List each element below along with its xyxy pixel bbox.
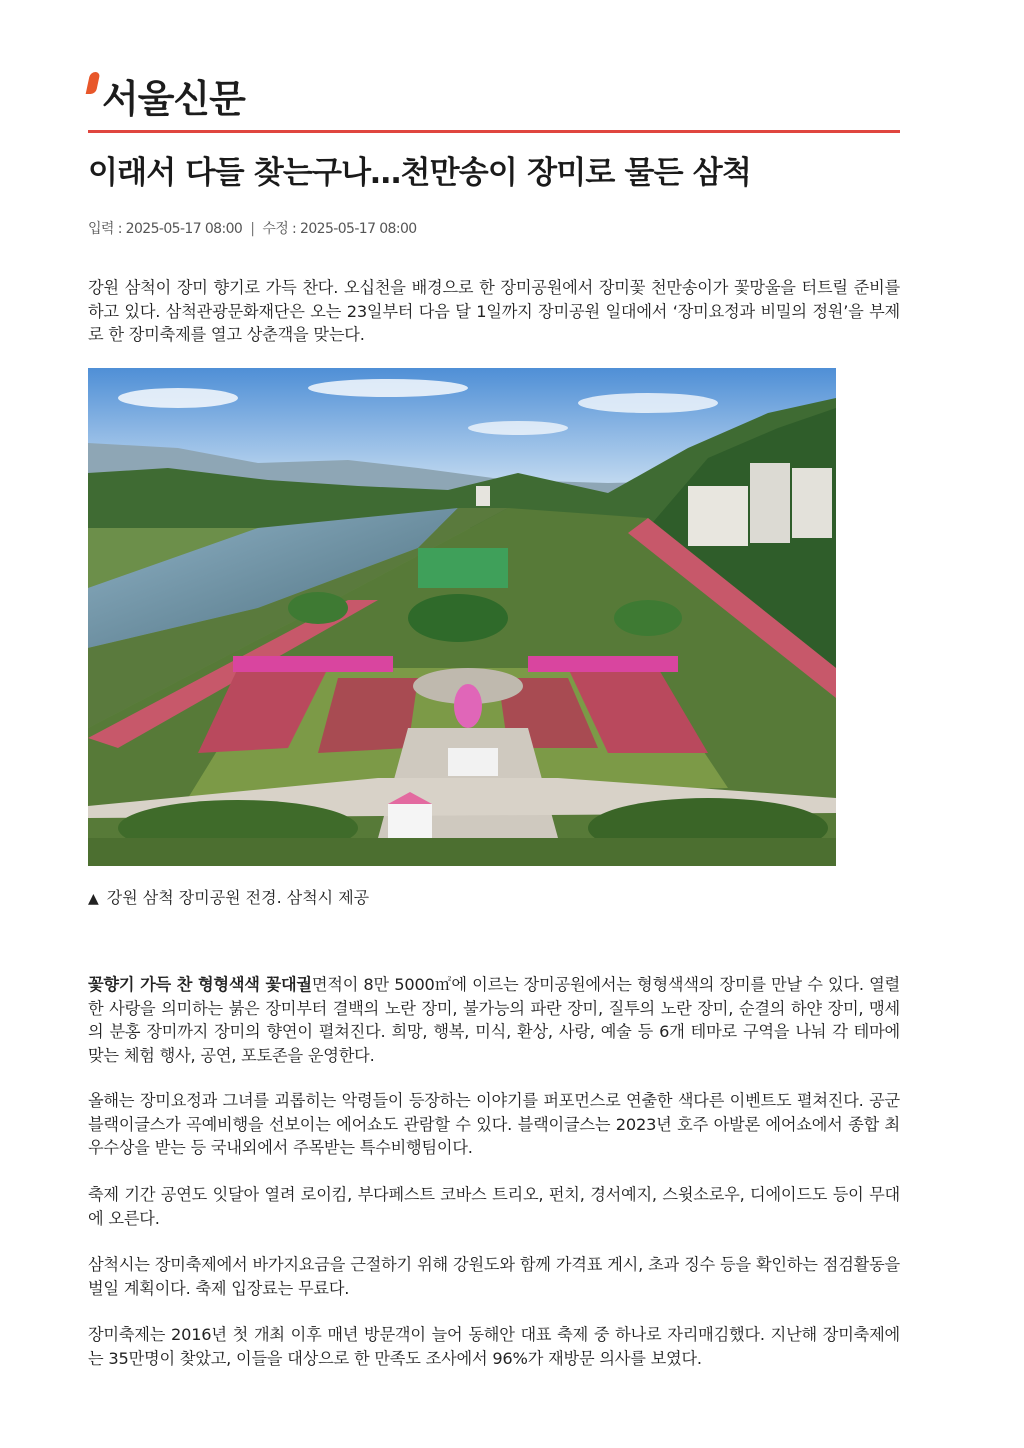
logo-mark-icon: [86, 72, 101, 94]
photo-caption: [88, 885, 369, 908]
article-paragraph-5: 장미축제는 2016년 첫 개최 이후 매년 방문객이 늘어 동해안 대표 축제 중 하나로 자리매김했다. 지난해 장미축제에는 35만명이 찾았고, 이들을 대상으로 한 만족도 조사에서 96%가 재방문 의사를 보였다.: [88, 1325, 900, 1368]
caption-triangle-icon: ▲: [88, 891, 99, 907]
publication-logo: 서울신문: [102, 77, 245, 121]
masthead[interactable]: [88, 66, 245, 124]
header-divider: [88, 130, 900, 133]
caption-text: 강원 삼척 장미공원 전경. 삼척시 제공: [106, 888, 370, 907]
article-dates: [88, 218, 417, 238]
article-photo: [88, 368, 836, 866]
article-headline: 이래서 다들 찾는구나…천만송이 장미로 물든 삼척: [88, 155, 752, 191]
article-paragraph-2: 올해는 장미요정과 그녀를 괴롭히는 악령들이 등장하는 이야기를 퍼포먼스로 연출한 색다른 이벤트도 펼쳐진다. 공군 블랙이글스가 곡예비행을 선보이는 에어쇼도 관람할 수 있다. 블랙이글스는 2023년 호주 아발론 에어쇼에서 종합 최우수상을 받는 등 국내외에서 주목받는 특수비행팀이다.: [88, 1091, 900, 1157]
date-separator: |: [250, 221, 255, 237]
article-paragraph-3: 축제 기간 공연도 잇달아 열려 로이킴, 부다페스트 코바스 트리오, 펀치, 경서예지, 스윗소로우, 디에이드도 등이 무대에 오른다.: [88, 1185, 900, 1228]
modified-date: 수정 : 2025-05-17 08:00: [262, 221, 417, 237]
rose-park-aerial-image: [88, 368, 836, 866]
article-paragraph-1: [88, 973, 900, 1067]
article-intro: 강원 삼척이 장미 향기로 가득 찬다. 오십천을 배경으로 한 장미공원에서 장미꽃 천만송이가 꽃망울을 터트릴 준비를 하고 있다. 삼척관광문화재단은 오는 23일부터 다음 달 1일까지 장미공원 일대에서 ‘장미요정과 비밀의 정원’을 부제로 한 장미축제를 열고 상춘객을 맞는다.: [88, 278, 900, 344]
paragraph-1-text: 면적이 8만 5000㎡에 이르는 장미공원에서는 형형색색의 장미를 만날 수 있다. 열렬한 사랑을 의미하는 붉은 장미부터 결백의 노란 장미, 불가능의 파란 장미, 질투의 노란 장미, 순결의 하얀 장미, 맹세의 분홍 장미까지 장미의 향연이 펼쳐진다. 희망, 행복, 미식, 환상, 사랑, 예술 등 6개 테마로 구역을 나눠 각 테마에 맞는 체험 행사, 공연, 포토존을 운영한다.: [88, 975, 900, 1065]
article-paragraph-4: 삼척시는 장미축제에서 바가지요금을 근절하기 위해 강원도와 함께 가격표 게시, 초과 징수 등을 확인하는 점검활동을 벌일 계획이다. 축제 입장료는 무료다.: [88, 1255, 900, 1298]
section-lead: 꽃향기 가득 찬 형형색색 꽃대궐: [88, 975, 312, 994]
published-date: 입력 : 2025-05-17 08:00: [88, 221, 243, 237]
